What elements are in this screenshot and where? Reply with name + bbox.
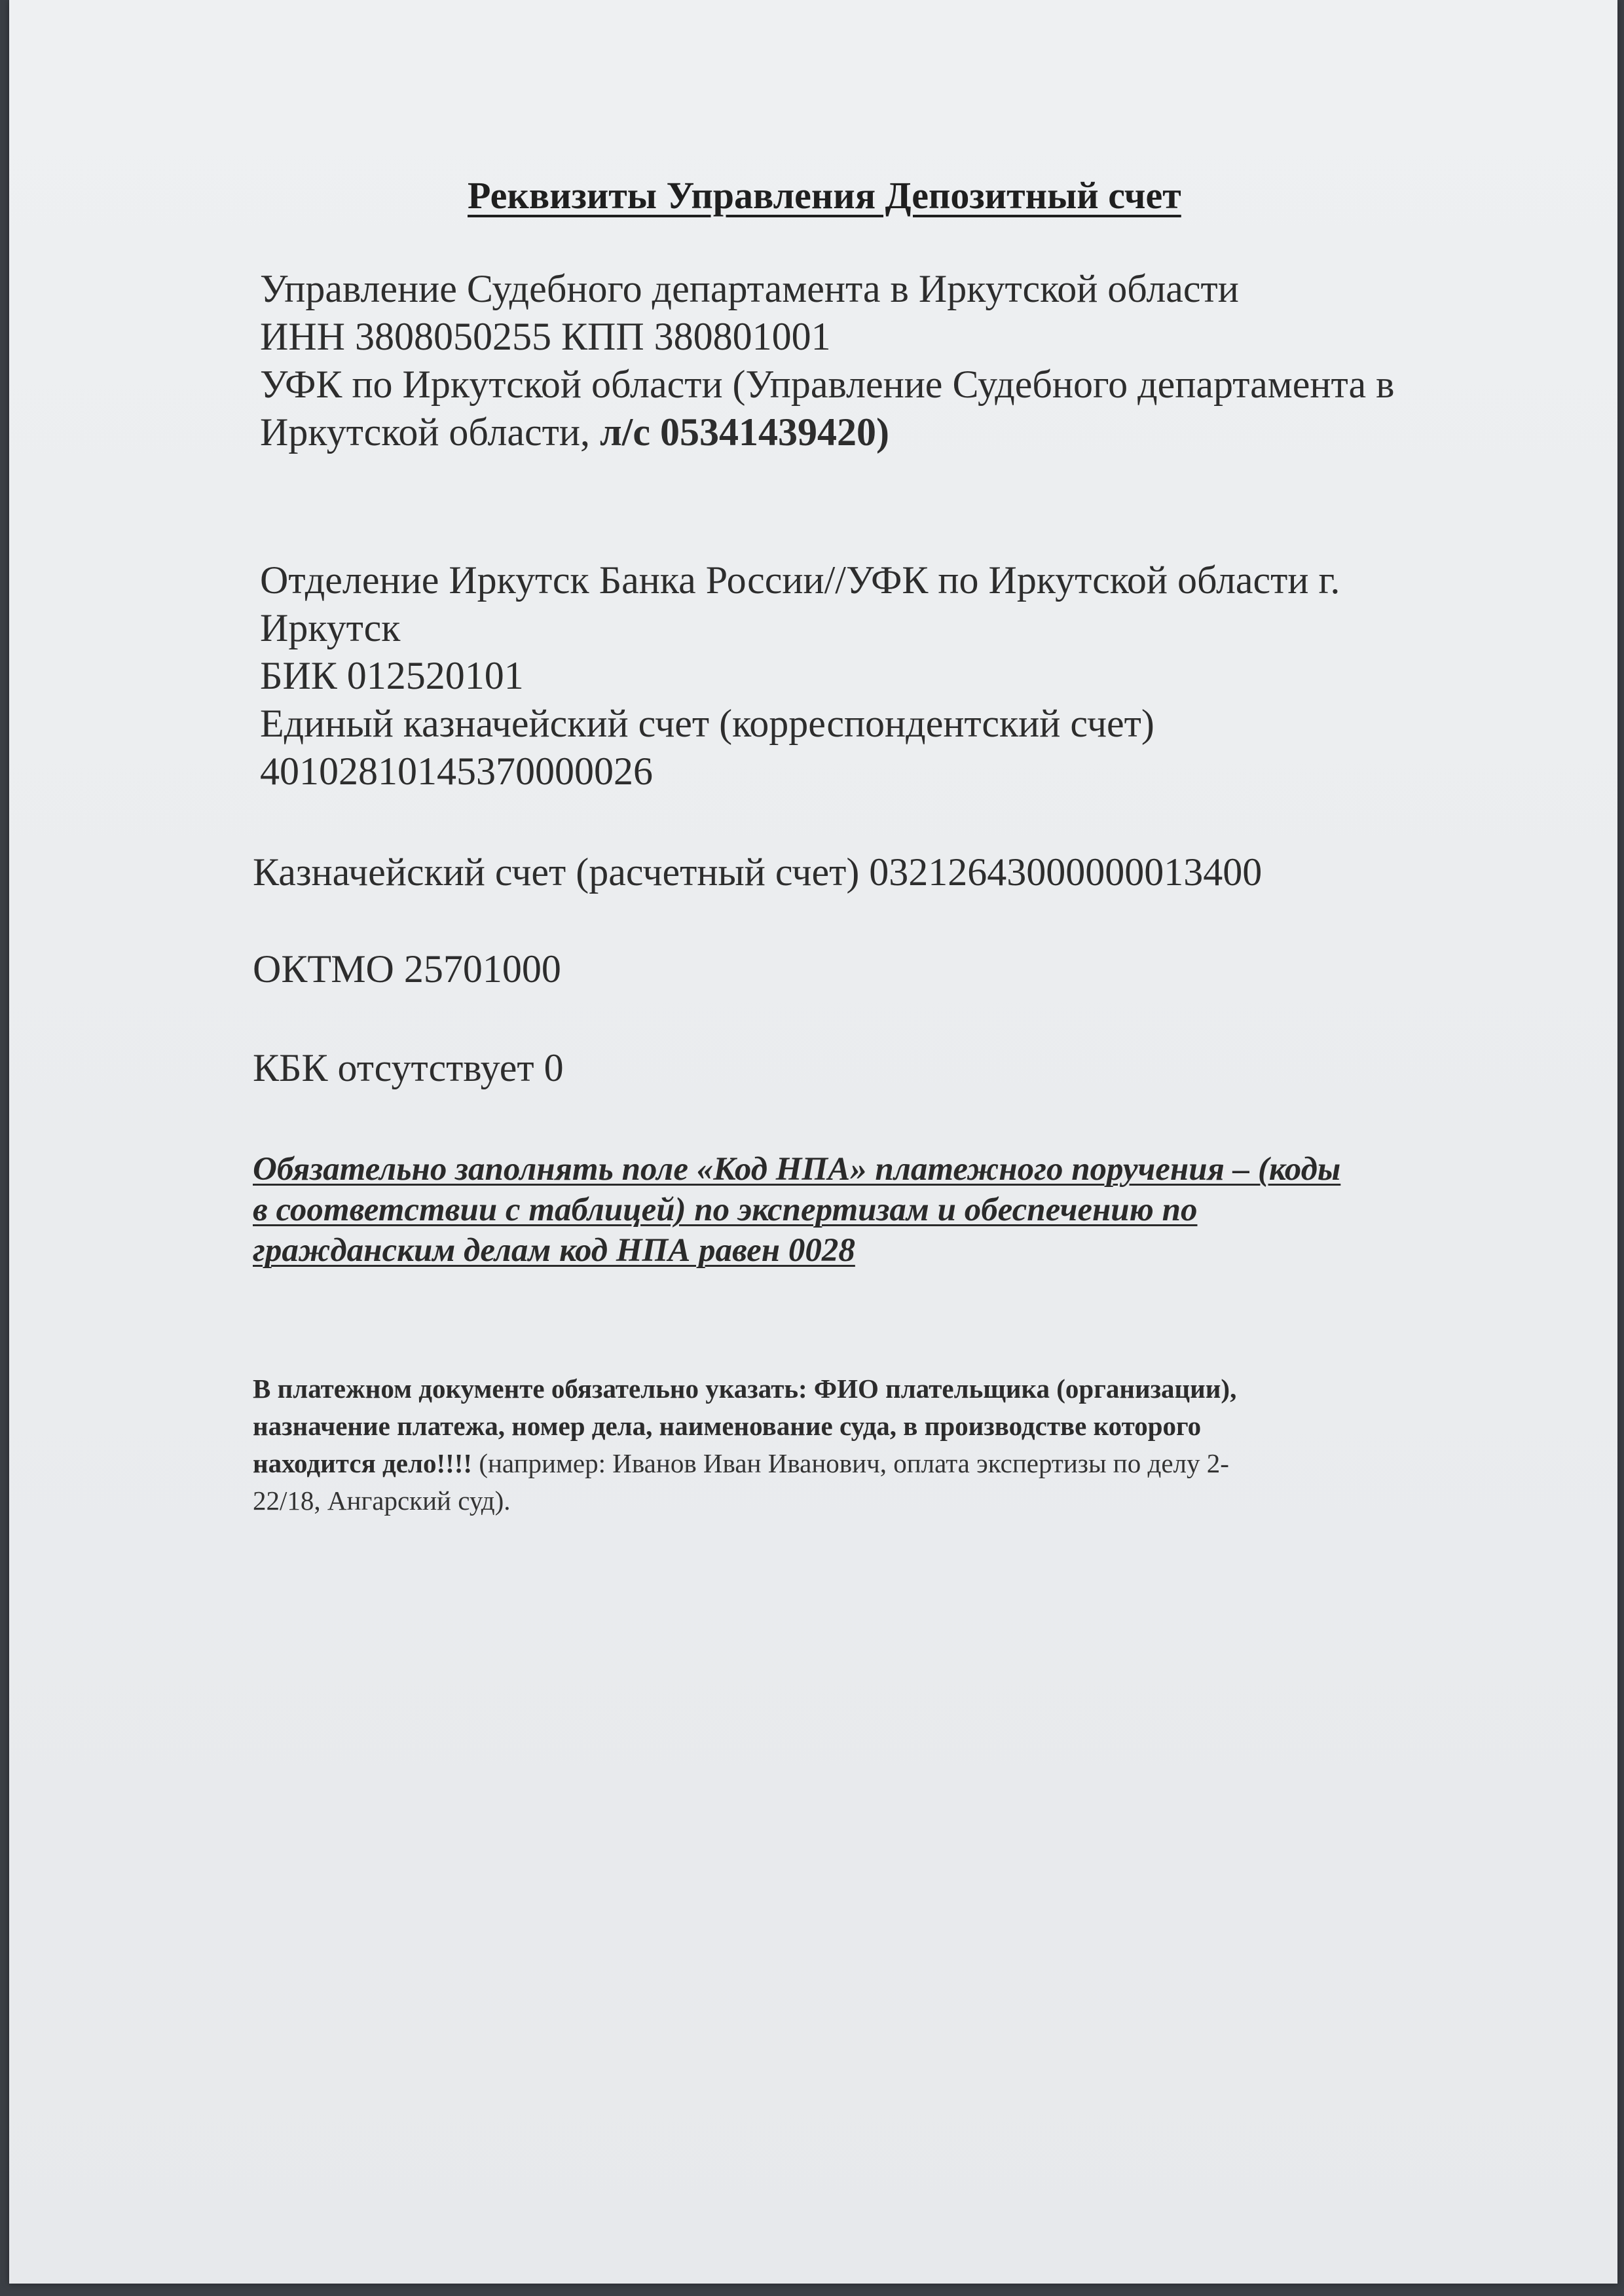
oktmo: ОКТМО 25701000 [253,947,561,991]
bank-name-line-1: Отделение Иркутск Банка России//УФК по Иркутской области г. [260,558,1340,602]
npa-notice-line-1: Обязательно заполнять поле «Код НПА» платежного поручения – (коды [253,1151,1341,1188]
bik: БИК 012520101 [260,654,524,697]
bank-name-line-2: Иркутск [260,606,401,649]
ufk-line-2-prefix: Иркутской области, [260,410,600,454]
ufk-line-1: УФК по Иркутской области (Управление Судебного департамента в [260,363,1395,406]
payment-note-example: (например: Иванов Иван Иванович, оплата экспертизы по делу 2- [472,1448,1229,1478]
npa-notice-line-2: в соответствии с таблицей) по экспертизам и обеспечению по [253,1192,1198,1228]
treasury-account: Казначейский счет (расчетный счет) 03212643000000013400 [253,850,1263,894]
inn-kpp: ИНН 3808050255 КПП 380801001 [260,315,831,358]
payment-note-line-4: 22/18, Ангарский суд). [253,1485,511,1516]
payment-note-line-2: назначение платежа, номер дела, наименование суда, в производстве которого [253,1411,1202,1441]
ufk-line-2 [260,409,1394,456]
npa-notice-line-3: гражданским делам код НПА равен 0028 [253,1232,855,1269]
ekc-label: Единый казначейский счет (корреспондентский счет) [260,702,1154,745]
ekc-number: 40102810145370000026 [260,750,653,793]
recipient-block [260,265,1394,456]
document-title: Реквизиты Управления Депозитный счет [468,174,1181,217]
bank-block [260,556,1340,795]
recipient-name: Управление Судебного департамента в Иркутской области [260,267,1239,310]
payment-note [253,1370,1236,1520]
payment-note-line-3 [253,1445,1236,1482]
kbk: КБК отсутствует 0 [253,1046,564,1089]
document-page [9,0,1617,2284]
payment-note-line-1: В платежном документе обязательно указать: ФИО плательщика (организации), [253,1374,1237,1404]
npa-notice [253,1149,1340,1271]
payment-note-line-3-bold: находится дело!!!! [253,1448,473,1478]
personal-account: л/с 05341439420) [600,410,889,454]
